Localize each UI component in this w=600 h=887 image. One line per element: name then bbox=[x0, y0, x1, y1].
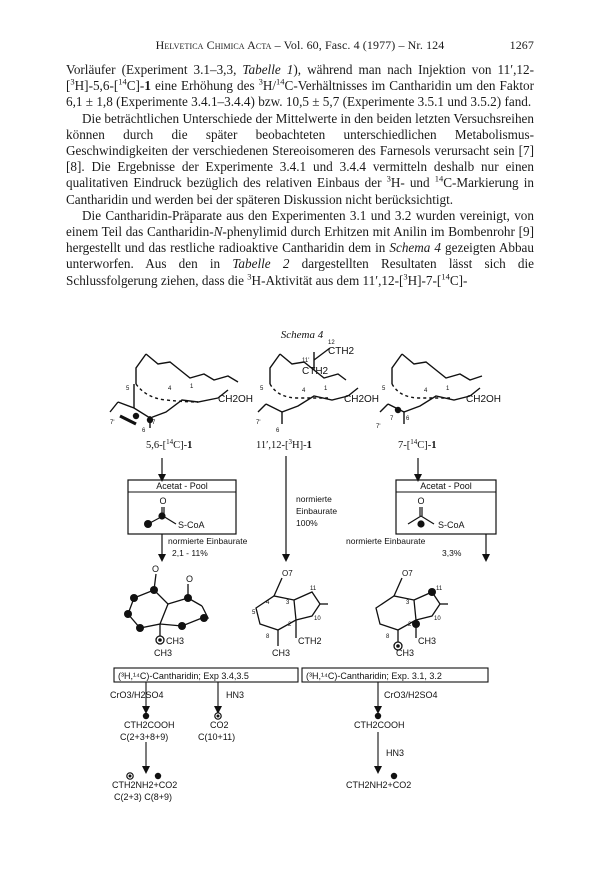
ring-mid-3: 3 bbox=[286, 600, 290, 606]
cantharidin-middle bbox=[252, 569, 328, 658]
text-run: Schema 4 bbox=[389, 240, 442, 256]
scheme-4-svg bbox=[106, 328, 506, 858]
atom-1-left: 1 bbox=[190, 384, 194, 390]
label-dot-icon bbox=[155, 773, 161, 779]
ring-left-o2: O bbox=[186, 574, 194, 584]
label-dot-icon bbox=[217, 715, 220, 718]
product-c23-c89: C(2+3) C(8+9) bbox=[114, 792, 173, 802]
acetate-pool-right bbox=[396, 480, 496, 534]
text-run: eine Erhöhung des bbox=[150, 78, 259, 94]
paragraph-3 bbox=[66, 208, 534, 289]
pool-left-title: Acetat - Pool bbox=[156, 481, 208, 491]
reagent-hn3-right: HN3 bbox=[386, 748, 405, 758]
journal-name: Helvetica Chimica Acta bbox=[155, 38, 272, 52]
ring-left-ch3: CH3 bbox=[166, 636, 185, 646]
text-run: 3 bbox=[403, 271, 408, 282]
ring-mid-4: 4 bbox=[266, 600, 270, 606]
acetate-pool-left bbox=[128, 480, 236, 534]
mid-rate-line3: 100% bbox=[296, 518, 318, 528]
text-run: C]- bbox=[449, 272, 468, 288]
running-header bbox=[66, 38, 534, 53]
product-amine-right: CTH2NH2+CO2 bbox=[346, 780, 412, 790]
ring-right-11: 11 bbox=[436, 586, 443, 592]
upper-arrows bbox=[158, 456, 425, 562]
product-co2: CO2 bbox=[210, 720, 229, 730]
degradation-text bbox=[110, 690, 438, 802]
label-5-6-14C: 5,6-[$^{14}$C]-1 bbox=[146, 438, 193, 451]
journal-line bbox=[66, 38, 534, 53]
product-c2389: C(2+3+8+9) bbox=[120, 732, 169, 742]
farnesol-mid-labels bbox=[256, 340, 379, 434]
text-run: Vorläufer (Experiment 3.1–3,3, bbox=[66, 62, 243, 77]
atom-4-mid: 4 bbox=[302, 388, 306, 394]
ch2oh-left: CH2OH bbox=[218, 394, 254, 405]
label-dot-icon bbox=[391, 773, 397, 779]
label-dot-icon bbox=[158, 512, 165, 519]
mid-rate-line2: Einbaurate bbox=[296, 506, 338, 516]
text-run: 3 bbox=[258, 76, 263, 87]
ring-right-2: 2 bbox=[408, 622, 412, 628]
text-run: ), während man nach Injektion von 11′,12-[ bbox=[66, 62, 535, 94]
ring-left-ch3-2: CH3 bbox=[154, 648, 173, 658]
label-dot-icon bbox=[129, 775, 132, 778]
text-run: 3 bbox=[386, 174, 391, 185]
journal-issue: – Vol. 60, Fasc. 4 (1977) – Nr. 124 bbox=[271, 38, 445, 52]
rate-right-label: normierte Einbaurate bbox=[346, 536, 426, 546]
atom-1-mid: 1 bbox=[324, 386, 328, 392]
label-dot-icon bbox=[136, 624, 144, 632]
atom-12-mid: 12 bbox=[328, 340, 335, 346]
scheme-4-figure bbox=[106, 328, 506, 858]
ring-right-8: 8 bbox=[386, 634, 390, 640]
cth2-mid-top: CTH2 bbox=[328, 346, 355, 357]
atom-5-left: 5 bbox=[126, 386, 130, 392]
pool-right-sco: S-CoA bbox=[438, 520, 465, 530]
pool-right-title: Acetat - Pool bbox=[420, 481, 472, 491]
body-text bbox=[66, 62, 534, 289]
text-run: 3 bbox=[247, 271, 252, 282]
atom-7p-mid: 7' bbox=[256, 420, 261, 426]
ch2oh-right: CH2OH bbox=[466, 394, 502, 405]
ring-mid-8: 8 bbox=[266, 634, 270, 640]
ring-mid-2: 2 bbox=[288, 622, 292, 628]
ring-mid-5: 5 bbox=[252, 610, 256, 616]
reagent-hn3-left: HN3 bbox=[226, 690, 245, 700]
ring-right-3: 3 bbox=[406, 600, 410, 606]
label-dot-icon bbox=[412, 620, 420, 628]
text-run: C]- bbox=[126, 78, 145, 94]
text-run: C-Verhältnisses im Cantharidin um den Faktor 6,1 ± 1,8 (Experimente 3.4.1–3.4.4) bzw. 10,5 ± 5,7 (Experimente 3.5.1 und 3.5.2) fand. bbox=[66, 78, 534, 110]
atom-4-left: 4 bbox=[168, 386, 172, 392]
cantharidin-left bbox=[124, 564, 208, 658]
pool-left-o: O bbox=[159, 496, 167, 506]
ring-mid-11: 11 bbox=[310, 586, 317, 592]
label-dot-icon bbox=[200, 614, 208, 622]
rate-right bbox=[346, 534, 490, 562]
product-ch2cooh-left: CTH2COOH bbox=[124, 720, 175, 730]
ring-right-o7: O7 bbox=[402, 569, 413, 578]
atom-11p-mid: 11' bbox=[302, 358, 310, 364]
arrow-down-icon bbox=[282, 554, 290, 562]
atom-5-right: 5 bbox=[382, 386, 386, 392]
atom-6-left: 6 bbox=[142, 428, 146, 434]
reagent-cro3-right: CrO3/H2SO4 bbox=[384, 690, 438, 700]
degradation-left-box bbox=[114, 668, 298, 682]
atom-5-mid: 5 bbox=[260, 386, 264, 392]
arrow-down-icon bbox=[158, 554, 166, 562]
label-dot-icon bbox=[428, 588, 436, 596]
box-left-text: (³H,¹⁴C)-Cantharidin; Exp 3.4,3.5 bbox=[118, 671, 249, 681]
text-run: H/ bbox=[262, 78, 277, 94]
box-right-text: (³H,¹⁴C)-Cantharidin; Exp. 3.1, 3.2 bbox=[306, 671, 442, 681]
degradation-arrows bbox=[142, 682, 382, 774]
arrow-down-icon bbox=[142, 766, 150, 774]
farnesol-left-labels bbox=[110, 384, 253, 434]
text-run: C-Markierung in Cantharidin und werden bei der späteren Diskussion nicht berücksichtigt. bbox=[66, 175, 534, 207]
ch2oh-mid: CH2OH bbox=[344, 394, 380, 405]
ring-right-ch3: CH3 bbox=[418, 636, 437, 646]
text-run: 3 bbox=[70, 76, 75, 87]
page-number: 1267 bbox=[509, 38, 534, 52]
cth2-mid: CTH2 bbox=[302, 366, 329, 377]
label-dot-icon bbox=[144, 520, 152, 528]
label-dot-icon bbox=[375, 713, 381, 719]
rate-right-value: 3,3% bbox=[442, 548, 462, 558]
atom-4-right: 4 bbox=[424, 388, 428, 394]
pool-left-sco: S-CoA bbox=[178, 520, 205, 530]
product-ch2cooh-right: CTH2COOH bbox=[354, 720, 405, 730]
label-dot-icon bbox=[184, 594, 192, 602]
label-dot-icon bbox=[143, 713, 149, 719]
ring-mid-ch3: CH3 bbox=[272, 648, 291, 658]
text-run: Die Cantharidin-Präparate aus den Experimenten 3.1 und 3.2 wurden vereinigt, von einem Teil das Cantharidin- bbox=[66, 207, 534, 240]
arrow-down-icon bbox=[374, 766, 382, 774]
text-run: N bbox=[213, 224, 223, 240]
label-dot-icon bbox=[178, 622, 186, 630]
product-amine-left: CTH2NH2+CO2 bbox=[112, 780, 178, 790]
atom-1-right: 1 bbox=[446, 386, 450, 392]
text-run: Tabelle 2 bbox=[232, 256, 290, 272]
ring-mid-o7: O7 bbox=[282, 569, 293, 578]
text-run: dargestellten Resultaten lässt sich die Schlussfolgerung ziehen, dass die bbox=[66, 256, 534, 288]
text-run: gezeigten Abbau unterworfen. Aus den in bbox=[66, 240, 534, 272]
pool-right-o: O bbox=[417, 496, 425, 506]
text-run: Die beträchtlichen Unterschiede der Mittelwerte in den beiden letzten Versuchsreihen können durch die später beobachteten unterschiedlichen Metabolismus-Geschwindigkeiten der verschiedenen Stereoisomeren des Farnesols verursacht sein [7] [8]. Die Ergebnisse der Experimente 3.4.1 und 3.4.4 vermitteln deshalb nur einen qualitativen Eindruck bezüglich des relativen Einbaus der bbox=[66, 110, 534, 191]
arrow-down-icon bbox=[142, 706, 150, 714]
atom-7p-left: 7' bbox=[110, 420, 115, 426]
paragraph-2 bbox=[66, 111, 534, 208]
compound-labels bbox=[146, 438, 437, 451]
cantharidin-right bbox=[376, 569, 448, 658]
paragraph-1 bbox=[66, 62, 534, 111]
text-run: 14 bbox=[276, 76, 285, 87]
arrow-down-icon bbox=[482, 554, 490, 562]
text-run: 14 bbox=[434, 174, 444, 185]
mid-rate-line1: normierte bbox=[296, 494, 332, 504]
text-run: Tabelle 1 bbox=[242, 62, 294, 77]
ring-mid-cth2: CTH2 bbox=[298, 636, 322, 646]
rate-left bbox=[158, 534, 248, 562]
text-run: H-Aktivität aus dem 11′,12-[ bbox=[251, 272, 404, 288]
text-run: 14 bbox=[118, 76, 127, 87]
ring-left-o: O bbox=[152, 564, 160, 574]
rate-left-label: normierte Einbaurate bbox=[168, 536, 248, 546]
label-7-14C: 7-[$^{14}$C]-1 bbox=[398, 438, 437, 451]
label-11-12-3H: 11′,12-[$^3$H]-1 bbox=[256, 438, 312, 451]
product-c1011: C(10+11) bbox=[198, 732, 236, 742]
text-run: H]-7-[ bbox=[407, 272, 442, 288]
ring-right-10: 10 bbox=[434, 616, 441, 622]
reagent-cro3-left: CrO3/H2SO4 bbox=[110, 690, 164, 700]
rate-left-value: 2,1 - 11% bbox=[172, 548, 208, 558]
arrow-down-icon bbox=[374, 706, 382, 714]
atom-7p-right: 7' bbox=[376, 424, 381, 430]
ring-right-ch3-2: CH3 bbox=[396, 648, 415, 658]
farnesol-right-structure bbox=[380, 354, 482, 424]
label-dot-icon bbox=[124, 610, 132, 618]
label-dot-icon bbox=[158, 638, 162, 642]
ring-mid-10: 10 bbox=[314, 616, 321, 622]
degradation-right-box bbox=[302, 668, 488, 682]
label-dot-icon bbox=[395, 407, 401, 413]
text-run: H]-5,6-[ bbox=[74, 78, 119, 94]
label-dot-icon bbox=[150, 586, 158, 594]
text-run: -phenylimid durch Erhitzen mit Anilin im Bombenrohr [9] hergestellt und das restliche radioaktive Cantharidin dem in bbox=[66, 224, 534, 256]
rate-middle bbox=[296, 494, 337, 528]
atom-7-left: 7 bbox=[152, 420, 156, 426]
text-run: 1 bbox=[144, 78, 151, 94]
atom-6-mid: 6 bbox=[276, 428, 280, 434]
text-run: 14 bbox=[441, 271, 450, 282]
scheme-title: Schema 4 bbox=[280, 329, 324, 341]
label-dot-icon bbox=[417, 520, 424, 527]
atom-6-right: 6 bbox=[406, 416, 410, 422]
atom-7-right: 7 bbox=[390, 416, 394, 422]
label-dot-icon bbox=[130, 594, 138, 602]
label-dot-icon bbox=[133, 413, 139, 419]
text-run: H- und bbox=[390, 175, 435, 191]
